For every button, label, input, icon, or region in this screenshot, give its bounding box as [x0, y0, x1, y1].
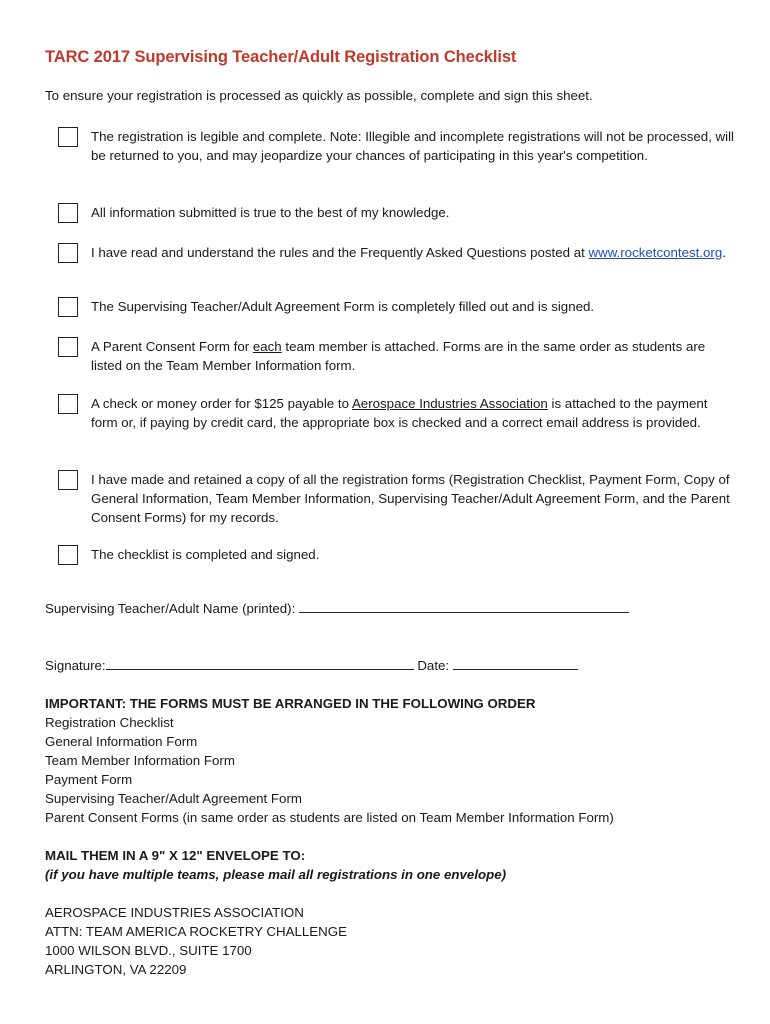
checklist-item-text: [91, 394, 736, 432]
signature-field-row: [45, 656, 578, 673]
form-order-line: Registration Checklist: [45, 715, 174, 730]
checkbox-4[interactable]: [58, 297, 78, 317]
checkbox-5[interactable]: [58, 337, 78, 357]
intro-text: To ensure your registration is processed as quickly as possible, complete and sign this sheet.: [45, 88, 593, 103]
payee-name: Aerospace Industries Association: [351, 396, 548, 411]
checklist-item-text-part: is attached to the payment form or, if paying by credit card, the appropriate box is checked and a correct email address is provided.: [91, 396, 708, 430]
mailing-address: [45, 903, 347, 979]
checklist-item-text: The Supervising Teacher/Adult Agreement Form is completely filled out and is signed.: [91, 299, 595, 314]
date-input-line[interactable]: [453, 656, 578, 670]
address-line: 1000 WILSON BLVD., SUITE 1700: [45, 943, 252, 958]
page-title: TARC 2017 Supervising Teacher/Adult Registration Checklist: [45, 48, 517, 66]
form-order-heading: IMPORTANT: THE FORMS MUST BE ARRANGED IN THE FOLLOWING ORDER: [45, 696, 536, 711]
address-line: ATTN: TEAM AMERICA ROCKETRY CHALLENGE: [45, 924, 347, 939]
checklist-item-text-part: .: [722, 245, 726, 260]
date-label: Date:: [413, 658, 453, 673]
name-field-row: [45, 599, 629, 616]
checklist-item-text-part: team member is attached. Forms are in the same order as students are listed on the Team Member Information form.: [91, 339, 706, 373]
checkbox-2[interactable]: [58, 203, 78, 223]
form-order-line: General Information Form: [45, 734, 198, 749]
signature-input-line[interactable]: [106, 656, 414, 670]
checklist-item-text: The registration is legible and complete. Note: Illegible and incomplete registrations will not be processed, will be returned to you, and may jeopardize your chances of participating in this year's competition.: [91, 129, 735, 163]
checklist-item-text-part: A Parent Consent Form for: [91, 339, 253, 354]
checklist-item-text: [91, 337, 736, 375]
checklist-item-text: The checklist is completed and signed.: [91, 547, 320, 562]
emphasis-each: each: [252, 339, 282, 354]
form-order-line: Payment Form: [45, 772, 133, 787]
checkbox-7[interactable]: [58, 470, 78, 490]
rocketcontest-link[interactable]: www.rocketcontest.org: [588, 245, 723, 260]
mailing-section: [45, 846, 506, 884]
checklist-item-text: I have made and retained a copy of all the registration forms (Registration Checklist, Payment Form, Copy of General Information, Team Member Information, Supervising Teacher/Adult Agreement Form, and the Parent Consent Forms) for my records.: [91, 472, 730, 525]
checkbox-1[interactable]: [58, 127, 78, 147]
form-order-line: Supervising Teacher/Adult Agreement Form: [45, 791, 302, 806]
form-order-section: [45, 694, 614, 827]
name-label: Supervising Teacher/Adult Name (printed):: [45, 601, 299, 616]
checkbox-3[interactable]: [58, 243, 78, 263]
checklist-item-text: All information submitted is true to the best of my knowledge.: [91, 205, 450, 220]
checkbox-8[interactable]: [58, 545, 78, 565]
name-input-line[interactable]: [299, 599, 629, 613]
address-line: AEROSPACE INDUSTRIES ASSOCIATION: [45, 905, 304, 920]
checklist-item-text: [91, 243, 736, 262]
address-line: ARLINGTON, VA 22209: [45, 962, 187, 977]
form-order-line: Team Member Information Form: [45, 753, 235, 768]
signature-label: Signature:: [45, 658, 106, 673]
checklist-item-text-part: A check or money order for $125 payable to: [91, 396, 352, 411]
mailing-note: (if you have multiple teams, please mail all registrations in one envelope): [45, 867, 507, 882]
form-order-line: Parent Consent Forms (in same order as students are listed on Team Member Information Form): [45, 810, 614, 825]
mailing-heading: MAIL THEM IN A 9" X 12" ENVELOPE TO:: [45, 848, 306, 863]
checklist-item-text-part: I have read and understand the rules and the Frequently Asked Questions posted at: [91, 245, 589, 260]
checkbox-6[interactable]: [58, 394, 78, 414]
